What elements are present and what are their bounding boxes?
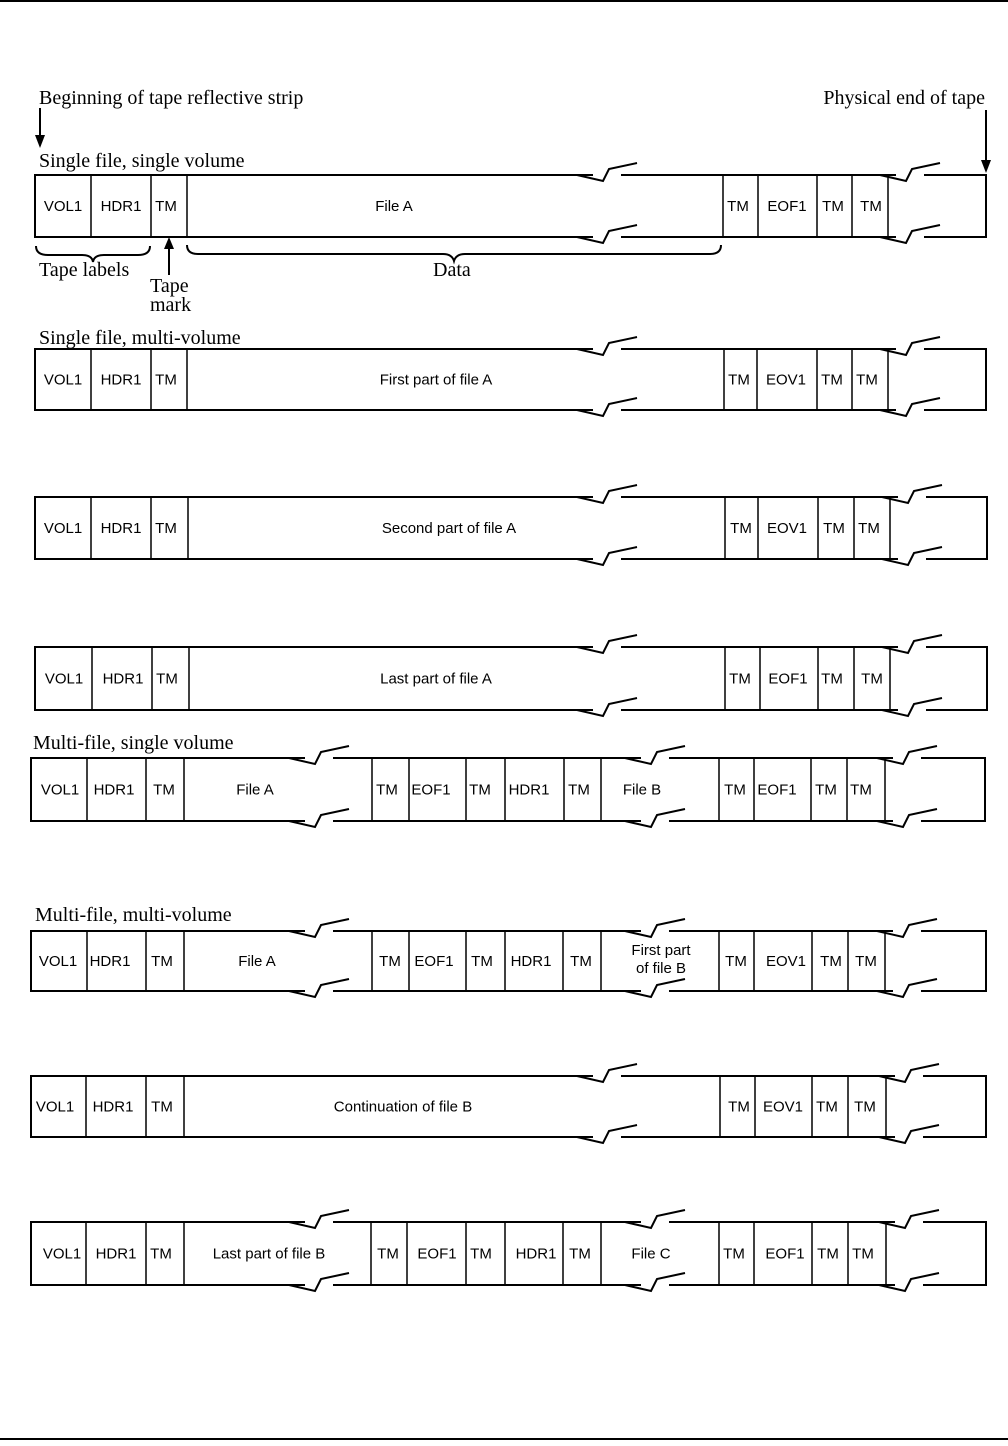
tape-cell-label: TM xyxy=(376,781,398,799)
tape-volume xyxy=(31,744,985,831)
tape-cell-label: HDR1 xyxy=(508,781,550,799)
section-title: Single file, multi-volume xyxy=(39,327,241,349)
tape-cell-label: TM xyxy=(569,1245,591,1263)
tape-cell-label: TM xyxy=(852,1245,874,1263)
tape-mark-label: mark xyxy=(150,294,192,316)
tape-cell-label: HDR1 xyxy=(100,520,142,537)
tape-cell-label: TM xyxy=(155,520,177,537)
tape-volume xyxy=(35,483,987,569)
tape-cell-label: File C xyxy=(631,1245,671,1263)
tape-cell-label: EOF1 xyxy=(414,953,454,970)
tape-cell-label: TM xyxy=(856,371,878,389)
tape-cell-label: HDR1 xyxy=(102,670,144,688)
tape-cell-label: EOF1 xyxy=(411,781,451,799)
tape-cell-label: TM xyxy=(151,953,173,970)
tape-cell-label: TM xyxy=(570,953,592,970)
eot-arrow-icon xyxy=(981,110,991,173)
tape-cell-label: TM xyxy=(471,953,493,970)
tape-cell-label: TM xyxy=(821,670,843,688)
tape-cell-label: Continuation of file B xyxy=(333,1098,473,1116)
tape-cell-label: VOL1 xyxy=(43,198,83,215)
tape-cell-label: EOF1 xyxy=(768,670,808,688)
tape-cell-label: EOF1 xyxy=(765,1245,805,1263)
tape-labels-label: Tape labels xyxy=(39,259,130,281)
tape-volume xyxy=(35,161,986,247)
tape-cell-label: TM xyxy=(725,953,747,970)
tape-cell-label: TM xyxy=(156,670,178,688)
tape-cell-label: HDR1 xyxy=(100,371,142,389)
tape-cell-label: HDR1 xyxy=(93,781,135,799)
tape-cell-label: Last part of file B xyxy=(212,1245,326,1263)
tape-cell-label: EOF1 xyxy=(417,1245,457,1263)
tape-cell-label: VOL1 xyxy=(40,781,80,799)
tape-cell-label: TM xyxy=(470,1245,492,1263)
tape-cell-label: VOL1 xyxy=(38,953,78,970)
tape-cell-label: HDR1 xyxy=(100,198,142,215)
tape-cell-label: TM xyxy=(815,781,837,799)
tape-cell-label: HDR1 xyxy=(515,1245,557,1263)
bot-arrow-icon xyxy=(35,108,45,148)
section-title: Single file, single volume xyxy=(39,150,245,172)
data-label: Data xyxy=(433,259,471,281)
tape-cell-label: TM xyxy=(823,520,845,537)
tape-cell-label: EOV1 xyxy=(765,953,807,970)
tape-cell-label: TM xyxy=(155,371,177,389)
tape-cell-label: of file B xyxy=(635,960,687,977)
tape-cell-label: TM xyxy=(730,520,752,537)
tape-cell-label: TM xyxy=(861,670,883,688)
tape-cell-label: HDR1 xyxy=(510,953,552,970)
tape-cell-label: TM xyxy=(816,1098,838,1116)
eot-label: Physical end of tape xyxy=(823,87,985,109)
tape-volume xyxy=(31,917,986,1001)
tape-cell-label: TM xyxy=(724,781,746,799)
section-title: Multi-file, multi-volume xyxy=(35,904,232,926)
tape-volume xyxy=(31,1208,986,1295)
tape-cell-label: HDR1 xyxy=(89,953,131,970)
tape-cell-label: VOL1 xyxy=(35,1098,75,1116)
tape-cell-label: EOF1 xyxy=(757,781,797,799)
tape-cell-label: TM xyxy=(155,198,177,215)
tape-frame xyxy=(31,931,986,991)
tape-volume xyxy=(31,1062,986,1147)
tape-mark-label: Tape xyxy=(150,275,189,297)
tape-cell-label: TM xyxy=(469,781,491,799)
tape-cell-label: HDR1 xyxy=(92,1098,134,1116)
tape-frame xyxy=(31,1222,986,1285)
tape-cell-label: First part xyxy=(631,942,691,959)
tape-cell-label: EOV1 xyxy=(765,371,807,389)
section-title: Multi-file, single volume xyxy=(33,732,234,754)
tape-cell-label: TM xyxy=(728,1098,750,1116)
tape-cell-label: File A xyxy=(236,781,274,799)
tape-cell-label: VOL1 xyxy=(44,670,84,688)
tape-cell-label: File B xyxy=(622,781,662,799)
tape-cell-label: EOV1 xyxy=(762,1098,804,1116)
tape-frame xyxy=(35,349,986,410)
tape-cell-label: File A xyxy=(375,198,413,215)
tape-cell-label: File A xyxy=(238,953,276,970)
tape-cell-label: TM xyxy=(568,781,590,799)
tape-cell-label: EOF1 xyxy=(767,198,807,215)
tape-cell-label: TM xyxy=(860,198,882,215)
tape-cell-label: First part of file A xyxy=(379,371,493,389)
tape-cell-label: TM xyxy=(153,781,175,799)
tape-cell-label: TM xyxy=(377,1245,399,1263)
tape-cell-label: TM xyxy=(858,520,880,537)
tape-cell-label: TM xyxy=(728,371,750,389)
tape-cell-label: VOL1 xyxy=(42,1245,82,1263)
tape-cell-label: TM xyxy=(821,371,843,389)
tape-cell-label: TM xyxy=(151,1098,173,1116)
tape-cell-label: HDR1 xyxy=(95,1245,137,1263)
tape-cell-label: Second part of file A xyxy=(381,520,517,537)
tape-cell-label: TM xyxy=(817,1245,839,1263)
tape-cell-label: TM xyxy=(723,1245,745,1263)
tape-cell-label: TM xyxy=(379,953,401,970)
tape-cell-label: Last part of file A xyxy=(380,670,492,688)
tape-cell-label: TM xyxy=(854,1098,876,1116)
tape-cell-label: TM xyxy=(822,198,844,215)
tape-cell-label: VOL1 xyxy=(43,520,83,537)
tape-volume xyxy=(35,633,987,720)
tape-cell-label: TM xyxy=(820,953,842,970)
tape-cell-label: TM xyxy=(855,953,877,970)
tape-cell-label: TM xyxy=(850,781,872,799)
tape-cell-label: TM xyxy=(150,1245,172,1263)
tape-cell-label: TM xyxy=(727,198,749,215)
tape-cell-label: TM xyxy=(729,670,751,688)
tape-frame xyxy=(31,1076,986,1137)
tape-mark-arrow-icon xyxy=(164,237,174,275)
tape-cell-label: EOV1 xyxy=(766,520,808,537)
bot-label: Beginning of tape reflective strip xyxy=(39,87,304,109)
tape-cell-label: VOL1 xyxy=(43,371,83,389)
